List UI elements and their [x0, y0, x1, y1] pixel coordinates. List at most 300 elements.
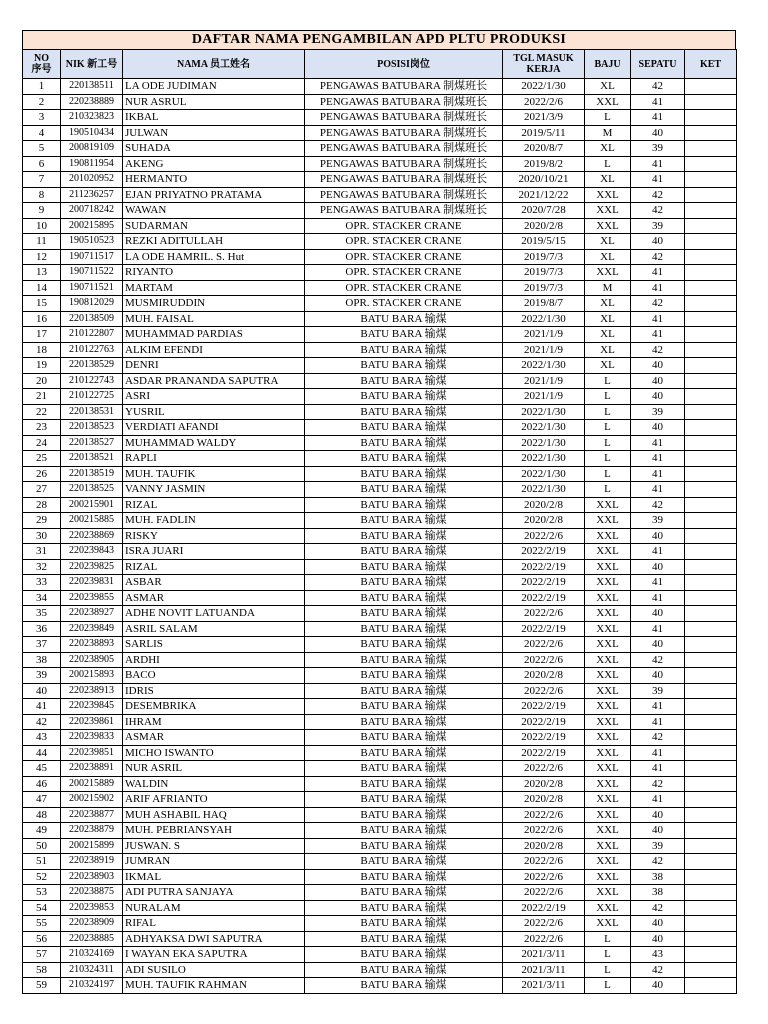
- header-no: NO 序号: [23, 50, 61, 79]
- cell-nama: IKBAL: [123, 110, 305, 126]
- cell-nama: REZKI ADITULLAH: [123, 234, 305, 250]
- cell-nik: 220238909: [61, 916, 123, 932]
- cell-nik: 220238877: [61, 807, 123, 823]
- cell-nama: ADHE NOVIT LATUANDA: [123, 606, 305, 622]
- header-sepatu: SEPATU: [631, 50, 685, 79]
- cell-baju: XL: [585, 327, 631, 343]
- cell-no: 55: [23, 916, 61, 932]
- cell-baju: XL: [585, 296, 631, 312]
- cell-nik: 220238885: [61, 931, 123, 947]
- cell-baju: XXL: [585, 621, 631, 637]
- cell-tgl-masuk: 2021/3/11: [503, 978, 585, 994]
- cell-posisi: BATU BARA 输煤: [305, 761, 503, 777]
- table-row: [23, 373, 737, 389]
- cell-posisi: BATU BARA 输煤: [305, 327, 503, 343]
- cell-baju: XXL: [585, 544, 631, 560]
- cell-sepatu: 42: [631, 187, 685, 203]
- cell-no: 23: [23, 420, 61, 436]
- cell-no: 26: [23, 466, 61, 482]
- cell-posisi: BATU BARA 输煤: [305, 838, 503, 854]
- cell-baju: XXL: [585, 203, 631, 219]
- cell-sepatu: 40: [631, 559, 685, 575]
- table-header: [23, 50, 737, 79]
- cell-ket: [685, 141, 737, 157]
- cell-sepatu: 41: [631, 280, 685, 296]
- cell-ket: [685, 79, 737, 95]
- cell-nik: 210324197: [61, 978, 123, 994]
- cell-nik: 220138529: [61, 358, 123, 374]
- cell-ket: [685, 156, 737, 172]
- cell-nama: ASMAR: [123, 730, 305, 746]
- cell-sepatu: 42: [631, 652, 685, 668]
- cell-sepatu: 41: [631, 94, 685, 110]
- cell-ket: [685, 885, 737, 901]
- cell-no: 27: [23, 482, 61, 498]
- cell-nik: 190812029: [61, 296, 123, 312]
- cell-baju: XL: [585, 141, 631, 157]
- cell-nama: MUH. TAUFIK: [123, 466, 305, 482]
- cell-no: 20: [23, 373, 61, 389]
- cell-nama: MUH. PEBRIANSYAH: [123, 823, 305, 839]
- cell-posisi: BATU BARA 输煤: [305, 714, 503, 730]
- cell-tgl-masuk: 2022/2/6: [503, 931, 585, 947]
- cell-baju: M: [585, 280, 631, 296]
- cell-baju: XXL: [585, 745, 631, 761]
- cell-posisi: BATU BARA 输煤: [305, 730, 503, 746]
- cell-ket: [685, 249, 737, 265]
- table-row: [23, 218, 737, 234]
- cell-nama: ADI PUTRA SANJAYA: [123, 885, 305, 901]
- cell-ket: [685, 311, 737, 327]
- cell-baju: L: [585, 389, 631, 405]
- cell-nama: MUH ASHABIL HAQ: [123, 807, 305, 823]
- cell-nik: 200718242: [61, 203, 123, 219]
- cell-nama: VANNY JASMIN: [123, 482, 305, 498]
- cell-tgl-masuk: 2022/1/30: [503, 451, 585, 467]
- cell-nik: 220238903: [61, 869, 123, 885]
- cell-baju: L: [585, 110, 631, 126]
- cell-no: 48: [23, 807, 61, 823]
- cell-no: 25: [23, 451, 61, 467]
- table-row: [23, 141, 737, 157]
- cell-posisi: BATU BARA 输煤: [305, 420, 503, 436]
- cell-ket: [685, 172, 737, 188]
- cell-baju: L: [585, 978, 631, 994]
- cell-baju: XXL: [585, 559, 631, 575]
- cell-ket: [685, 435, 737, 451]
- cell-nik: 200215901: [61, 497, 123, 513]
- cell-sepatu: 41: [631, 575, 685, 591]
- cell-no: 5: [23, 141, 61, 157]
- cell-tgl-masuk: 2020/8/7: [503, 141, 585, 157]
- cell-nik: 190510434: [61, 125, 123, 141]
- cell-posisi: BATU BARA 输煤: [305, 885, 503, 901]
- table-row: [23, 621, 737, 637]
- cell-baju: XXL: [585, 187, 631, 203]
- cell-no: 7: [23, 172, 61, 188]
- cell-baju: L: [585, 373, 631, 389]
- cell-ket: [685, 668, 737, 684]
- cell-baju: XXL: [585, 94, 631, 110]
- cell-baju: XXL: [585, 606, 631, 622]
- cell-no: 37: [23, 637, 61, 653]
- table-row: [23, 962, 737, 978]
- cell-baju: L: [585, 947, 631, 963]
- cell-sepatu: 41: [631, 544, 685, 560]
- cell-ket: [685, 838, 737, 854]
- table-row: [23, 776, 737, 792]
- cell-posisi: BATU BARA 输煤: [305, 544, 503, 560]
- cell-no: 34: [23, 590, 61, 606]
- cell-no: 59: [23, 978, 61, 994]
- cell-posisi: BATU BARA 输煤: [305, 931, 503, 947]
- cell-sepatu: 40: [631, 823, 685, 839]
- cell-ket: [685, 590, 737, 606]
- cell-nik: 220138521: [61, 451, 123, 467]
- table-row: [23, 466, 737, 482]
- table-row: [23, 714, 737, 730]
- cell-tgl-masuk: 2019/8/2: [503, 156, 585, 172]
- cell-no: 11: [23, 234, 61, 250]
- cell-posisi: BATU BARA 输煤: [305, 358, 503, 374]
- cell-sepatu: 41: [631, 327, 685, 343]
- cell-nama: WAWAN: [123, 203, 305, 219]
- cell-sepatu: 39: [631, 404, 685, 420]
- table-row: [23, 156, 737, 172]
- table-row: [23, 513, 737, 529]
- cell-baju: XXL: [585, 513, 631, 529]
- cell-tgl-masuk: 2022/2/6: [503, 528, 585, 544]
- cell-tgl-masuk: 2022/1/30: [503, 466, 585, 482]
- table-row: [23, 807, 737, 823]
- cell-tgl-masuk: 2022/2/6: [503, 869, 585, 885]
- cell-ket: [685, 265, 737, 281]
- cell-baju: XXL: [585, 807, 631, 823]
- cell-no: 9: [23, 203, 61, 219]
- cell-tgl-masuk: 2019/8/7: [503, 296, 585, 312]
- cell-ket: [685, 776, 737, 792]
- cell-sepatu: 41: [631, 792, 685, 808]
- cell-nik: 190711517: [61, 249, 123, 265]
- cell-nik: 220239853: [61, 900, 123, 916]
- cell-tgl-masuk: 2019/7/3: [503, 265, 585, 281]
- cell-nama: SUHADA: [123, 141, 305, 157]
- cell-tgl-masuk: 2022/1/30: [503, 420, 585, 436]
- table-row: [23, 203, 737, 219]
- cell-nama: ADI SUSILO: [123, 962, 305, 978]
- cell-ket: [685, 358, 737, 374]
- table-row: [23, 869, 737, 885]
- table-row: [23, 559, 737, 575]
- cell-baju: XXL: [585, 838, 631, 854]
- cell-baju: L: [585, 962, 631, 978]
- cell-posisi: BATU BARA 输煤: [305, 637, 503, 653]
- cell-sepatu: 42: [631, 962, 685, 978]
- cell-nama: RIZAL: [123, 559, 305, 575]
- cell-no: 32: [23, 559, 61, 575]
- cell-no: 54: [23, 900, 61, 916]
- cell-ket: [685, 637, 737, 653]
- cell-tgl-masuk: 2019/5/11: [503, 125, 585, 141]
- cell-tgl-masuk: 2022/1/30: [503, 482, 585, 498]
- table-row: [23, 327, 737, 343]
- table-row: [23, 838, 737, 854]
- cell-sepatu: 40: [631, 668, 685, 684]
- cell-baju: XL: [585, 172, 631, 188]
- table-row: [23, 110, 737, 126]
- cell-tgl-masuk: 2021/3/11: [503, 947, 585, 963]
- table-row: [23, 730, 737, 746]
- cell-nik: 190811954: [61, 156, 123, 172]
- cell-no: 56: [23, 931, 61, 947]
- table-row: [23, 947, 737, 963]
- cell-baju: XL: [585, 234, 631, 250]
- cell-nik: 210122743: [61, 373, 123, 389]
- cell-posisi: PENGAWAS BATUBARA 制煤班长: [305, 187, 503, 203]
- cell-nama: MICHO ISWANTO: [123, 745, 305, 761]
- cell-posisi: BATU BARA 输煤: [305, 668, 503, 684]
- cell-sepatu: 41: [631, 745, 685, 761]
- cell-nik: 220239861: [61, 714, 123, 730]
- table-row: [23, 482, 737, 498]
- cell-ket: [685, 730, 737, 746]
- cell-tgl-masuk: 2022/2/6: [503, 761, 585, 777]
- cell-nama: I WAYAN EKA SAPUTRA: [123, 947, 305, 963]
- table-row: [23, 590, 737, 606]
- table-row: [23, 125, 737, 141]
- cell-sepatu: 41: [631, 311, 685, 327]
- cell-nik: 210324169: [61, 947, 123, 963]
- cell-no: 44: [23, 745, 61, 761]
- cell-tgl-masuk: 2022/2/19: [503, 621, 585, 637]
- cell-tgl-masuk: 2021/12/22: [503, 187, 585, 203]
- cell-baju: XL: [585, 249, 631, 265]
- cell-no: 17: [23, 327, 61, 343]
- cell-nama: NUR ASRUL: [123, 94, 305, 110]
- cell-nama: DENRI: [123, 358, 305, 374]
- cell-baju: XXL: [585, 823, 631, 839]
- cell-baju: L: [585, 404, 631, 420]
- cell-ket: [685, 931, 737, 947]
- cell-tgl-masuk: 2021/1/9: [503, 342, 585, 358]
- table-row: [23, 528, 737, 544]
- table-row: [23, 497, 737, 513]
- cell-sepatu: 40: [631, 389, 685, 405]
- cell-ket: [685, 807, 737, 823]
- cell-nama: MUH. FADLIN: [123, 513, 305, 529]
- cell-ket: [685, 823, 737, 839]
- cell-nama: SARLIS: [123, 637, 305, 653]
- cell-posisi: BATU BARA 输煤: [305, 590, 503, 606]
- cell-posisi: PENGAWAS BATUBARA 制煤班长: [305, 110, 503, 126]
- cell-nik: 220138511: [61, 79, 123, 95]
- table-row: [23, 187, 737, 203]
- table-row: [23, 389, 737, 405]
- cell-sepatu: 38: [631, 869, 685, 885]
- cell-sepatu: 41: [631, 435, 685, 451]
- cell-nama: ISRA JUARI: [123, 544, 305, 560]
- cell-nik: 220238905: [61, 652, 123, 668]
- table-row: [23, 249, 737, 265]
- cell-no: 31: [23, 544, 61, 560]
- cell-posisi: BATU BARA 输煤: [305, 466, 503, 482]
- cell-posisi: BATU BARA 输煤: [305, 373, 503, 389]
- cell-baju: M: [585, 125, 631, 141]
- cell-ket: [685, 497, 737, 513]
- cell-ket: [685, 606, 737, 622]
- cell-sepatu: 41: [631, 265, 685, 281]
- cell-sepatu: 40: [631, 637, 685, 653]
- cell-ket: [685, 978, 737, 994]
- cell-nik: 220239855: [61, 590, 123, 606]
- cell-nik: 220238879: [61, 823, 123, 839]
- cell-nik: 220239831: [61, 575, 123, 591]
- cell-nama: MUH. FAISAL: [123, 311, 305, 327]
- cell-nama: SUDARMAN: [123, 218, 305, 234]
- cell-nik: 210122807: [61, 327, 123, 343]
- cell-posisi: PENGAWAS BATUBARA 制煤班长: [305, 172, 503, 188]
- sheet-title: DAFTAR NAMA PENGAMBILAN APD PLTU PRODUKSI: [22, 30, 736, 49]
- cell-baju: L: [585, 482, 631, 498]
- cell-ket: [685, 699, 737, 715]
- cell-nik: 220238891: [61, 761, 123, 777]
- cell-posisi: PENGAWAS BATUBARA 制煤班长: [305, 125, 503, 141]
- cell-ket: [685, 683, 737, 699]
- cell-no: 12: [23, 249, 61, 265]
- cell-posisi: BATU BARA 输煤: [305, 699, 503, 715]
- cell-sepatu: 41: [631, 699, 685, 715]
- table-row: [23, 745, 737, 761]
- cell-tgl-masuk: 2022/2/19: [503, 900, 585, 916]
- cell-no: 42: [23, 714, 61, 730]
- table-row: [23, 854, 737, 870]
- table-row: [23, 699, 737, 715]
- cell-tgl-masuk: 2022/2/19: [503, 714, 585, 730]
- cell-tgl-masuk: 2019/7/3: [503, 249, 585, 265]
- cell-baju: L: [585, 156, 631, 172]
- cell-baju: XL: [585, 342, 631, 358]
- cell-no: 19: [23, 358, 61, 374]
- table-row: [23, 342, 737, 358]
- table-body: [23, 79, 737, 994]
- cell-tgl-masuk: 2020/10/21: [503, 172, 585, 188]
- cell-ket: [685, 94, 737, 110]
- cell-sepatu: 41: [631, 156, 685, 172]
- cell-no: 57: [23, 947, 61, 963]
- cell-nik: 220239843: [61, 544, 123, 560]
- cell-ket: [685, 900, 737, 916]
- cell-no: 16: [23, 311, 61, 327]
- cell-posisi: BATU BARA 输煤: [305, 978, 503, 994]
- header-nik: NIK 新工号: [61, 50, 123, 79]
- cell-ket: [685, 869, 737, 885]
- cell-nama: LA ODE HAMRIL. S. Hut: [123, 249, 305, 265]
- cell-nik: 211236257: [61, 187, 123, 203]
- cell-baju: XXL: [585, 900, 631, 916]
- cell-nik: 220238889: [61, 94, 123, 110]
- table-row: [23, 606, 737, 622]
- cell-ket: [685, 280, 737, 296]
- cell-tgl-masuk: 2020/2/8: [503, 776, 585, 792]
- cell-nama: MARTAM: [123, 280, 305, 296]
- cell-tgl-masuk: 2020/2/8: [503, 668, 585, 684]
- cell-no: 43: [23, 730, 61, 746]
- cell-ket: [685, 296, 737, 312]
- cell-tgl-masuk: 2022/2/6: [503, 637, 585, 653]
- cell-ket: [685, 389, 737, 405]
- cell-sepatu: 39: [631, 513, 685, 529]
- cell-posisi: OPR. STACKER CRANE: [305, 234, 503, 250]
- cell-no: 4: [23, 125, 61, 141]
- cell-baju: XXL: [585, 792, 631, 808]
- header-ket: KET: [685, 50, 737, 79]
- cell-sepatu: 42: [631, 249, 685, 265]
- cell-ket: [685, 528, 737, 544]
- table-row: [23, 451, 737, 467]
- cell-ket: [685, 125, 737, 141]
- cell-sepatu: 42: [631, 497, 685, 513]
- cell-nama: VERDIATI AFANDI: [123, 420, 305, 436]
- cell-ket: [685, 745, 737, 761]
- cell-tgl-masuk: 2022/2/6: [503, 885, 585, 901]
- cell-tgl-masuk: 2022/1/30: [503, 311, 585, 327]
- cell-ket: [685, 761, 737, 777]
- cell-sepatu: 42: [631, 79, 685, 95]
- cell-no: 53: [23, 885, 61, 901]
- cell-posisi: BATU BARA 输煤: [305, 513, 503, 529]
- cell-baju: XXL: [585, 590, 631, 606]
- cell-nik: 220239825: [61, 559, 123, 575]
- cell-baju: L: [585, 435, 631, 451]
- cell-ket: [685, 466, 737, 482]
- cell-nama: JULWAN: [123, 125, 305, 141]
- cell-nama: IDRIS: [123, 683, 305, 699]
- table-row: [23, 637, 737, 653]
- cell-sepatu: 42: [631, 296, 685, 312]
- cell-ket: [685, 187, 737, 203]
- cell-nama: MUHAMMAD WALDY: [123, 435, 305, 451]
- cell-no: 58: [23, 962, 61, 978]
- cell-nik: 220238927: [61, 606, 123, 622]
- cell-nama: IKMAL: [123, 869, 305, 885]
- cell-nama: JUMRAN: [123, 854, 305, 870]
- cell-nik: 220238913: [61, 683, 123, 699]
- cell-nama: AKENG: [123, 156, 305, 172]
- cell-nama: ASMAR: [123, 590, 305, 606]
- cell-tgl-masuk: 2019/5/15: [503, 234, 585, 250]
- cell-ket: [685, 652, 737, 668]
- cell-baju: XXL: [585, 668, 631, 684]
- cell-no: 52: [23, 869, 61, 885]
- cell-no: 38: [23, 652, 61, 668]
- apd-table: [22, 49, 737, 994]
- cell-posisi: BATU BARA 输煤: [305, 404, 503, 420]
- cell-sepatu: 40: [631, 606, 685, 622]
- cell-tgl-masuk: 2021/1/9: [503, 389, 585, 405]
- cell-posisi: BATU BARA 输煤: [305, 900, 503, 916]
- table-row: [23, 94, 737, 110]
- cell-ket: [685, 947, 737, 963]
- header-baju: BAJU: [585, 50, 631, 79]
- cell-sepatu: 42: [631, 854, 685, 870]
- cell-ket: [685, 404, 737, 420]
- cell-nik: 210324311: [61, 962, 123, 978]
- cell-sepatu: 41: [631, 482, 685, 498]
- cell-nik: 220138519: [61, 466, 123, 482]
- cell-baju: XXL: [585, 730, 631, 746]
- cell-sepatu: 41: [631, 451, 685, 467]
- cell-nama: ALKIM EFENDI: [123, 342, 305, 358]
